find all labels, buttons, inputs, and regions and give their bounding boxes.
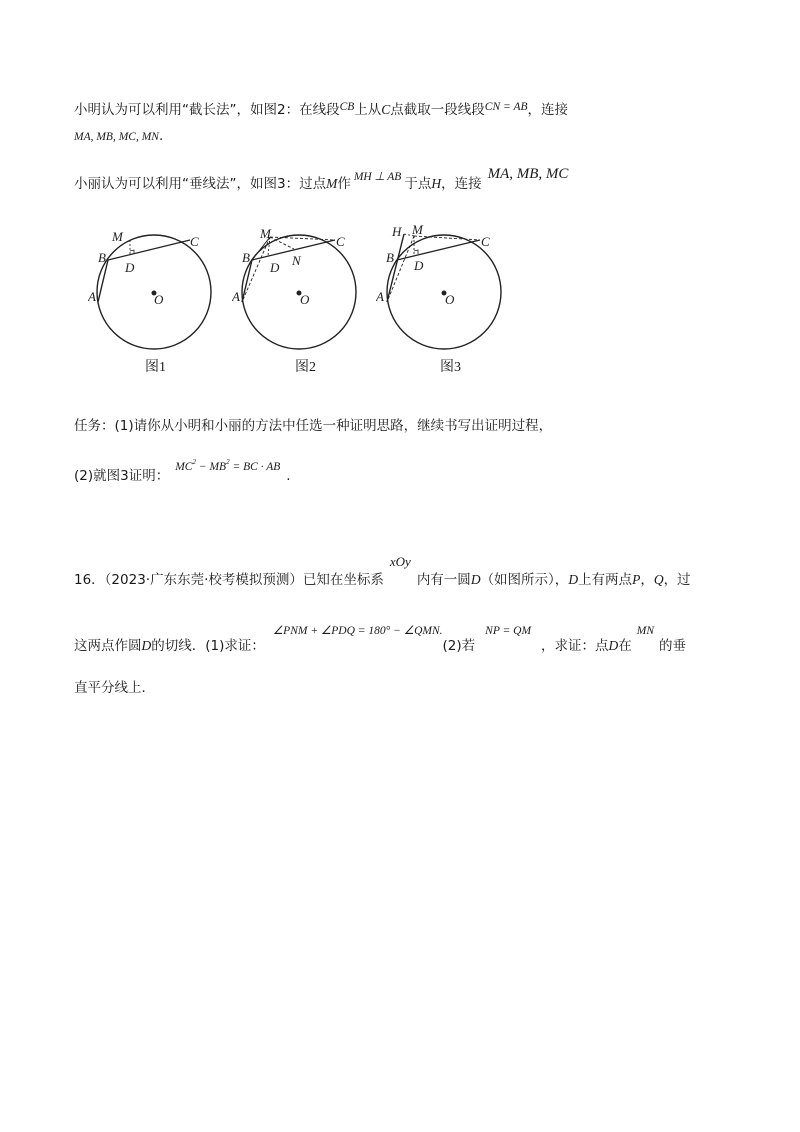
label-n: N [292,253,301,268]
caption-figure-1: 图1 [145,360,166,375]
math-d: D [568,572,579,587]
math-q: Q [653,572,664,587]
q16-line-1 [74,554,691,588]
text: 在 [618,638,632,654]
label-c: C [336,234,345,249]
math-xoy: xOy [389,554,411,569]
label-a: A [232,289,240,304]
exponent: 2 [192,458,196,466]
math-mn: MN [636,625,655,637]
label-c: C [190,234,199,249]
math-connect-list: MA, MB, MC [487,166,569,182]
text: . [286,468,291,484]
figure-2 [232,222,367,357]
text: 的切线．(1)求证： [151,638,265,654]
caption-figure-2: 图2 [295,360,316,375]
label-a: A [88,289,96,304]
label-d: D [125,260,135,275]
formula-part: − MB [195,461,227,473]
text: 16．（2023·广东东莞·校考模拟预测）已知在坐标系 [74,572,384,588]
caption-figure-3: 图3 [440,360,461,375]
text: ，过 [663,572,691,588]
text: ，求证：点 [541,638,609,654]
segment-mn [270,237,294,249]
figure-1 [88,222,223,357]
chord-ab-extended [387,234,404,302]
text: 小丽认为可以利用“垂线法”，如图3：过点 [74,176,327,192]
text: ，连接 [441,176,482,192]
math-mh-perp-ab: MH ⊥ AB [353,171,402,183]
math-cb: CB [339,101,355,113]
text: 点截取一段线段 [390,102,485,118]
label-b: B [386,250,394,265]
formula-angles: ∠PNM + ∠PDQ = 180° − ∠QMN. [272,625,443,637]
q16-line-2 [74,625,687,654]
math-p: P [632,572,641,587]
math-d: D [608,638,619,653]
math-m: M [326,176,338,191]
text: ，连接 [527,102,568,118]
label-m: M [112,229,123,244]
math-d: D [141,638,152,653]
text: 作 [337,176,351,192]
label-o: O [300,292,310,307]
label-b: B [242,250,250,265]
label-d: D [270,260,280,275]
figure-3 [376,222,511,357]
task-line-2 [74,458,291,484]
math-cn-eq-ab: CN = AB [484,101,528,113]
label-o: O [154,292,164,307]
formula-part: MC [175,461,193,473]
label-m: M [260,226,271,241]
text: 的垂 [659,638,687,654]
text: 于点 [404,176,432,192]
text: 小明认为可以利用“截长法”，如图2：在线段 [74,102,340,118]
label-m: M [412,222,423,237]
formula-mc2-mb2 [175,458,281,473]
task-line-1: 任务：(1)请你从小明和小丽的方法中任选一种证明思路，继续书写出证明过程， [74,418,553,434]
formula-np-eq-qm: NP = QM [485,625,532,637]
text: 内有一圆 [416,572,471,588]
text: ， [640,572,654,588]
math-c: C [381,102,391,117]
exponent: 2 [226,458,230,466]
q16-line-3: 直平分线上． [74,680,155,696]
paragraph-xiaoli [74,166,569,193]
text: . [158,128,164,144]
text: （如图所示）， [480,572,569,588]
text: (2)就图3证明： [74,468,170,484]
label-c: C [481,234,490,249]
paragraph-xiaoming-line1 [74,98,568,118]
label-o: O [445,292,455,307]
formula-part: = BC · AB [229,461,281,473]
text: (2)若 [442,638,476,654]
text: 上从 [354,102,382,118]
math-connect-list: MA, MB, MC, MN [74,131,159,143]
label-b: B [98,250,106,265]
math-d: D [470,572,481,587]
paragraph-xiaoming-line2 [74,128,163,144]
math-h: H [431,176,442,191]
text: 上有两点 [578,572,633,588]
label-d: D [414,258,424,273]
label-a: A [376,289,384,304]
right-angle-mark [414,250,418,254]
text: 这两点作圆 [74,638,142,654]
label-h: H [392,224,402,239]
chord-bc [397,240,480,260]
